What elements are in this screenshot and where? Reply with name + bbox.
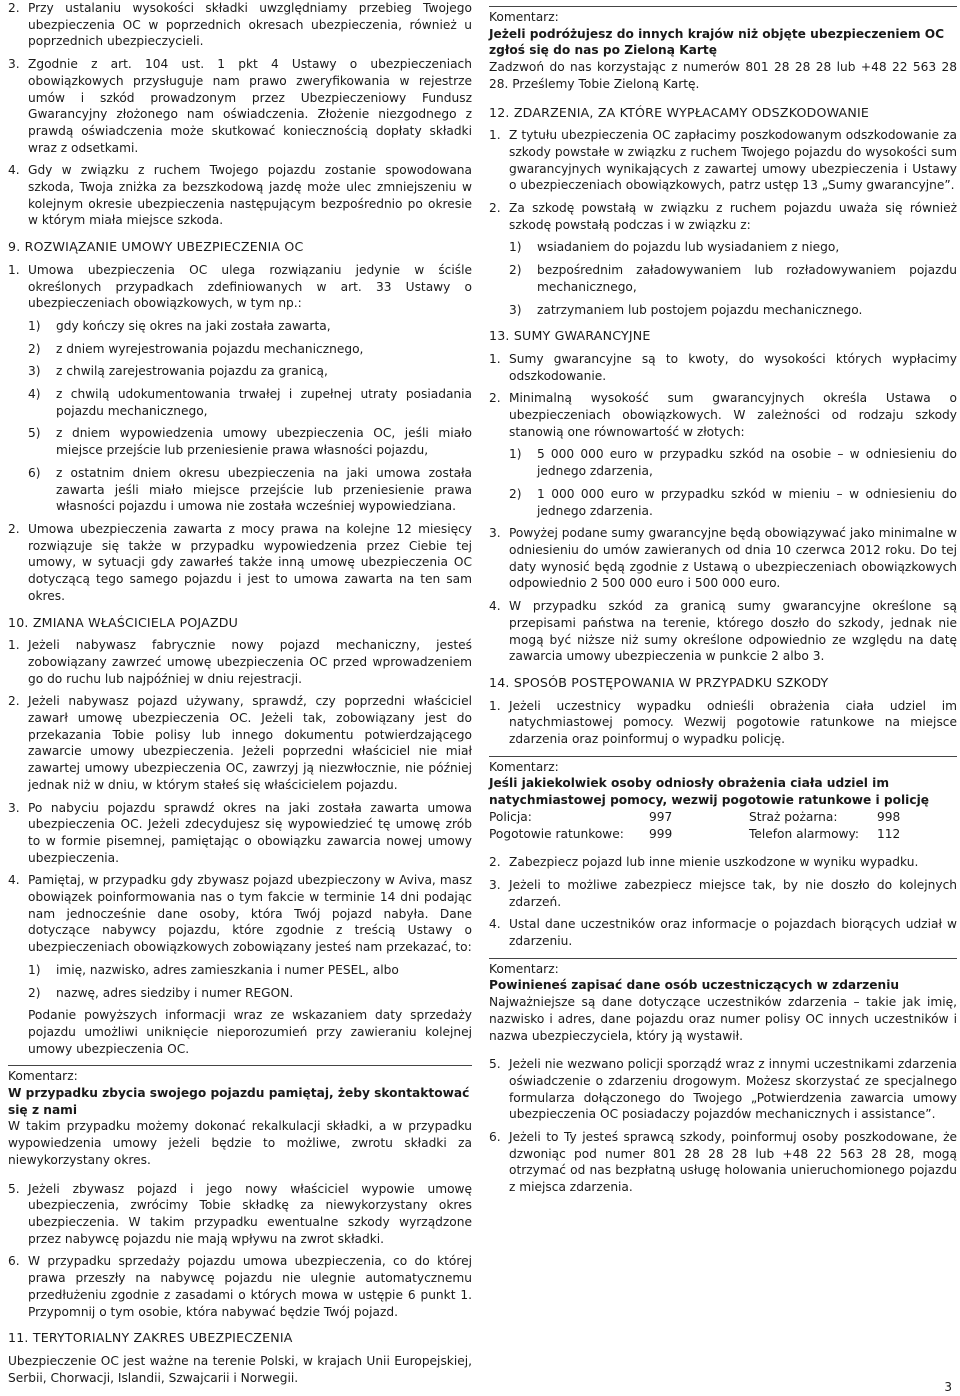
item-number: 4.: [489, 917, 501, 932]
section-heading-10: 10. ZMIANA WŁAŚCICIELA POJAZDU: [8, 614, 239, 630]
phone-label-ambulance: Pogotowie ratunkowe:: [489, 826, 624, 841]
item-text: Jeżeli to Ty jesteś sprawcą szkody, poinformuj osoby poszkodowane, że dzwoniąc pod numer 801 28 28 28 lub +48 22 563 28 28, mogą otrzymać od nas bezpłatną usługę holowania unieruchomionego pojazdu z miejsca zdarzenia.: [509, 1130, 957, 1195]
phone-number-fire: 998: [877, 809, 901, 824]
item-number: 5.: [8, 1181, 20, 1196]
item-text: Przy ustalaniu wysokości składki uwzględniamy przebieg Twojego ubezpieczenia OC w poprzednich okresach ubezpieczenia, również u poprzednich ubezpieczycieli.: [28, 1, 472, 49]
item-number: 2.: [489, 201, 501, 216]
phone-number-ambulance: 999: [649, 826, 673, 841]
sub-text: zatrzymaniem lub postojem pojazdu mechanicznego.: [537, 302, 863, 317]
sub-number: 2): [509, 263, 522, 278]
comment-box: [8, 1065, 472, 1168]
comment-title: Powinieneś zapisać dane osób uczestniczących w zdarzeniu: [489, 978, 900, 993]
page-number: 3: [944, 1380, 952, 1394]
section-heading-9: 9. ROZWIĄZANIE UMOWY UBEZPIECZENIA OC: [8, 239, 304, 255]
item-text: Jeżeli to możliwe zabezpiecz miejsce tak, by nie doszło do kolejnych zdarzeń.: [509, 877, 957, 909]
phone-table: [489, 809, 957, 842]
comment-title: W przypadku zbycia swojego pojazdu pamiętaj, żeby skontaktować się z nami: [8, 1086, 470, 1117]
sub-number: 4): [28, 387, 41, 402]
sub-text: z dniem wyrejestrowania pojazdu mechanicznego,: [56, 341, 364, 356]
right-column: [489, 0, 957, 1202]
sub-text: z dniem wypowiedzenia umowy ubezpieczenia OC, jeśli miało miejsce przejście lub przeniesienie prawa własności pojazdu,: [56, 426, 472, 458]
sub-number: 3): [509, 302, 522, 317]
item-text: Jeżeli nie wezwano policji sporządź wraz z innymi uczestnikami zdarzenia oświadczenie o zdarzeniu drogowym. Możesz skorzystać ze specjalnego formularza dołączonego do Twojego „Potwierdzenia zawarcia umowy ubezpieczenia OC posiadaczy pojazdów mechanicznych i assistance”.: [509, 1057, 957, 1122]
phone-number-alarm: 112: [877, 826, 901, 841]
item-number: 2.: [8, 694, 20, 709]
paragraph: Ubezpieczenie OC jest ważne na terenie Polski, w krajach Unii Europejskiej, Serbii, Chorwacji, Islandii, Szwajcarii i Norwegii.: [8, 1353, 472, 1385]
item-text: Minimalną wysokość sum gwarancyjnych określa Ustawa o ubezpieczeniach obowiązkowych. W zależności od rodzaju szkody stanowią one równowartość w złotych:: [509, 391, 957, 439]
sub-text: 1 000 000 euro w przypadku szkód w mieniu – w odniesieniu do jednego zdarzenia.: [537, 486, 957, 518]
phone-label-police: Policja:: [489, 809, 532, 824]
sub-number: 1): [509, 447, 522, 462]
list-item: [8, 800, 472, 867]
section-heading-11: 11. TERYTORIALNY ZAKRES UBEZPIECZENIA: [8, 1330, 293, 1346]
comment-text: Zadzwoń do nas korzystając z numerów 801 28 28 28 lub +48 22 563 28 28. Prześlemy Tobie Zieloną Kartę.: [489, 60, 957, 91]
item-number: 1.: [489, 351, 501, 366]
item-number: 2.: [8, 1, 20, 15]
sub-number: 2): [28, 341, 41, 356]
list-item: [8, 0, 472, 50]
paragraph-continuation: Podanie powyższych informacji wraz ze wskazaniem daty sprzedaży pojazdu umożliwi uniknięcie nieporozumień przy zawieraniu kolejnej umowy ubezpieczenia OC.: [28, 1008, 472, 1056]
item-number: 6.: [8, 1254, 20, 1269]
list-item: [489, 877, 957, 910]
item-text: Umowa ubezpieczenia OC ulega rozwiązaniu jedynie w ściśle określonych przypadkach zdefiniowanych w art. 33 Ustawy o ubezpieczeniach obowiązkowych, w tym np.:: [28, 262, 472, 311]
list-item: [8, 521, 472, 605]
item-text: Ustal dane uczestników oraz informacje o pojazdach biorących udział w zdarzeniu.: [509, 917, 957, 949]
phone-number-police: 997: [649, 809, 673, 824]
item-text: Powyżej podane sumy gwarancyjne będą obowiązywać jako minimalne w odniesieniu do umów zawieranych od dnia 10 czerwca 2012 roku. Do tej daty wynosić będą zgodnie z Ustawą o ubezpieczeniach obowiązkowych odpowiednio 2 500 000 euro i 500 000 euro.: [509, 526, 957, 591]
phone-label-fire: Straż pożarna:: [749, 809, 838, 824]
sub-number: 1): [28, 962, 41, 977]
item-text: Jeżeli uczestnicy wypadku odnieśli obrażenia ciała udziel im natychmiastowej pomocy. Wezwij pogotowie ratunkowe na miejsce zdarzenia oraz poinformuj o wypadku policję.: [509, 698, 957, 747]
sub-number: 3): [28, 364, 41, 379]
item-number: 3.: [8, 57, 20, 72]
list-item: [8, 262, 472, 312]
section-heading-14: 14. SPOSÓB POSTĘPOWANIA W PRZYPADKU SZKODY: [489, 674, 829, 690]
sub-item: [8, 962, 472, 979]
sub-item: [489, 239, 957, 256]
comment-label: Komentarz:: [489, 961, 559, 976]
list-item: [489, 200, 957, 233]
item-number: 3.: [8, 800, 20, 815]
item-text: Umowa ubezpieczenia zawarta z mocy prawa na kolejne 12 miesięcy rozwiązuje się także w przypadku wypowiedzenia przez Ciebie tej umowy, w sytuacji gdy zawarłeś także inną umowę ubezpieczenia OC dotyczącą tego samego pojazdu i jest to umowa zawarta na ten sam okres.: [28, 521, 472, 603]
item-text: Gdy w związku z ruchem Twojego pojazdu zostanie spowodowana szkoda, Twoja zniżka za bezszkodową jazdę może ulec zmniejszeniu w kolejnym okresie ubezpieczenia następującym bezpośrednio po okresie w którym miała miejsce szkoda.: [28, 163, 472, 228]
item-number: 1.: [489, 128, 501, 143]
sub-number: 1): [509, 240, 522, 255]
item-text: Zabezpiecz pojazd lub inne mienie uszkodzone w wyniku wypadku.: [509, 855, 919, 870]
list-item: [8, 56, 472, 156]
list-item: [489, 390, 957, 440]
list-item: [8, 693, 472, 793]
item-number: 4.: [8, 163, 20, 178]
comment-text: W takim przypadku możemy dokonać rekalkulacji składki, a w przypadku wypowiedzenia umowy jeżeli będzie to możliwe, zwrotu składki za niewykorzystany okres.: [8, 1119, 472, 1167]
section-heading-13: 13. SUMY GWARANCYJNE: [489, 328, 651, 344]
item-number: 1.: [8, 638, 20, 653]
section-heading-12: 12. ZDARZENIA, ZA KTÓRE WYPŁACAMY ODSZKODOWANIE: [489, 104, 870, 120]
sub-text: gdy kończy się okres na jaki została zawarta,: [56, 318, 331, 333]
sub-item: [489, 262, 957, 295]
sub-number: 6): [28, 465, 41, 480]
comment-text: Najważniejsze są dane dotyczące uczestników zdarzenia – takie jak imię, nazwisko i adres, dane pojazdu oraz numer polisy OC innych uczestników i nazwa ubezpieczyciela, który ją wystawił.: [489, 995, 957, 1043]
item-text: Sumy gwarancyjne są to kwoty, do wysokości których wypłacimy odszkodowanie.: [509, 351, 957, 383]
item-number: 4.: [8, 873, 20, 888]
item-text: W przypadku sprzedaży pojazdu umowa ubezpieczenia, co do której prawa przeszły na nabywcę pojazdu nie ulegnie automatycznemu przedłużeniu zgodnie z zasadami o których mowa w ustępie 6 punkt 1. Przypomnij o tym osobie, która nabywać będzie Twój pojazd.: [28, 1254, 472, 1319]
list-item: [8, 872, 472, 956]
comment-label: Komentarz:: [489, 10, 559, 24]
sub-number: 5): [28, 426, 41, 441]
sub-item: [489, 446, 957, 479]
sub-item: [8, 318, 472, 335]
comment-box-emergency-phones: [489, 756, 957, 843]
comment-label: Komentarz:: [489, 759, 559, 774]
item-number: 2.: [489, 855, 501, 870]
sub-item: [8, 425, 472, 458]
list-item: [489, 916, 957, 949]
item-text: Za szkodę powstałą w związku z ruchem pojazdu uważa się również szkodę powstałą podczas i w związku z:: [509, 201, 957, 232]
list-item: [489, 525, 957, 592]
item-text: W przypadku szkód za granicą sumy gwarancyjne określone są przepisami państwa na terenie, którego doszło do szkody, jednak nie mogą być niższe niż sumy określone odpowiednio ze względu na datę zawarcia umowy ubezpieczenia w punkcie 2 albo 3.: [509, 599, 957, 664]
sub-text: bezpośrednim załadowywaniem lub rozładowywaniem pojazdu mechanicznego,: [537, 263, 957, 294]
list-item: [489, 854, 957, 871]
comment-title: Jeśli jakiekolwiek osoby odniosły obrażenia ciała udziel im natychmiastowej pomocy, wezwij pogotowie ratunkowe i policję: [489, 776, 930, 808]
list-item: [489, 351, 957, 384]
item-text: Jeżeli nabywasz fabrycznie nowy pojazd mechaniczny, jesteś zobowiązany zawrzeć umowę ubezpieczenia OC przed wprowadzeniem go do ruchu lub najpóźniej w dniu rejestracji.: [28, 638, 472, 686]
item-number: 1.: [489, 698, 501, 713]
left-column: [8, 0, 472, 1392]
sub-item: [489, 302, 957, 319]
sub-text: z chwilą udokumentowania trwałej i zupełnej utraty posiadania pojazdu mechanicznego,: [56, 387, 472, 418]
item-number: 3.: [489, 877, 501, 892]
phone-label-alarm: Telefon alarmowy:: [749, 826, 859, 841]
sub-text: imię, nazwisko, adres zamieszkania i numer PESEL, albo: [56, 962, 399, 977]
item-text: Jeżeli nabywasz pojazd używany, sprawdź, czy poprzedni właściciel zawarł umowę ubezpieczenia OC. Jeżeli tak, zobowiązany jest do przekazania Tobie polisy lub innego dokumentu potwierdzającego zawarcie umowy ubezpieczenia. Jeżeli poprzedni właściciel nie miał zawartej umowy ubezpieczenia OC, zawrzyj ją niezwłocznie, nie później jednak niż w dniu, w którym stałeś się właścicielem pojazdu.: [28, 694, 472, 792]
sub-item: [8, 341, 472, 358]
sub-text: z chwilą zarejestrowania pojazdu za granicą,: [56, 364, 328, 379]
sub-item: [8, 465, 472, 515]
sub-text: wsiadaniem do pojazdu lub wysiadaniem z niego,: [537, 240, 840, 255]
comment-title: Jeżeli podróżujesz do innych krajów niż objęte ubezpieczeniem OC zgłoś się do nas po Zieloną Kartę: [489, 26, 945, 58]
sub-text: z ostatnim dniem okresu ubezpieczenia na jaki umowa została zawarta jeśli miało miejsce przejście lub przeniesienie prawa własności pojazdu i umowa nie została wcześniej wypowiedziana.: [56, 465, 472, 514]
item-text: Pamiętaj, w przypadku gdy zbywasz pojazd ubezpieczony w Aviva, masz obowiązek poinformowania nas o tym fakcie w terminie 14 dni podając nam jednocześnie dane osoby, która Twój pojazd nabyła. Dane dotyczące nabywcy pojazdu, które zgodnie z treścią Ustawy o ubezpieczeniach obowiązkowych zobowiązany jesteś nam przekazać, to:: [28, 873, 472, 955]
sub-number: 2): [509, 486, 522, 501]
item-number: 2.: [8, 521, 20, 536]
item-number: 3.: [489, 526, 501, 541]
sub-item: [489, 486, 957, 519]
list-item: [489, 1056, 957, 1123]
list-item: [489, 1129, 957, 1196]
list-item: [8, 162, 472, 229]
comment-label: Komentarz:: [8, 1069, 78, 1084]
list-item: [8, 637, 472, 687]
comment-box: [489, 6, 957, 93]
item-text: Zgodnie z art. 104 ust. 1 pkt 4 Ustawy o ubezpieczeniach obowiązkowych przysługuje nam prawo zweryfikowania w rejestrze umów i szkód prowadzonym przez Ubezpieczeniowy Fundusz Gwarancyjny złożonego nam oświadczenia. Złożenie niezgodnego z prawdą oświadczenia może skutkować koniecznością dopłaty składki wraz z odsetkami.: [28, 57, 472, 155]
sub-text: nazwę, adres siedziby i numer REGON.: [56, 985, 294, 1000]
list-item: [489, 598, 957, 665]
sub-number: 1): [28, 318, 41, 333]
item-text: Jeżeli zbywasz pojazd i jego nowy właściciel wypowie umowę ubezpieczenia, zwrócimy Tobie składkę za niewykorzystany okres ubezpieczenia. W takim przypadku ewentualne szkody wyrządzone przez nabywcę pojazdu nie mają wpływu na zwrot składki.: [28, 1181, 472, 1246]
list-item: [489, 127, 957, 194]
item-text: Po nabyciu pojazdu sprawdź okres na jaki została zawarta umowa ubezpieczenia OC. Jeżeli zdecydujesz się wypowiedzieć tę umowę zrób to w formie pisemnej, pamiętając o obowiązku zawarcia nowej umowy ubezpieczenia.: [28, 800, 472, 865]
comment-box: [489, 958, 957, 1045]
sub-number: 2): [28, 985, 41, 1000]
list-item: [489, 698, 957, 748]
item-number: 4.: [489, 599, 501, 614]
sub-item: [8, 363, 472, 380]
sub-item: [8, 985, 472, 1002]
item-number: 5.: [489, 1057, 501, 1072]
list-item: [8, 1253, 472, 1320]
item-number: 1.: [8, 262, 20, 277]
sub-text: 5 000 000 euro w przypadku szkód na osobie – w odniesieniu do jednego zdarzenia,: [537, 447, 957, 479]
list-item: [8, 1181, 472, 1248]
item-number: 6.: [489, 1130, 501, 1145]
item-number: 2.: [489, 391, 501, 406]
sub-item: [8, 386, 472, 419]
item-text: Z tytułu ubezpieczenia OC zapłacimy poszkodowanym odszkodowanie za szkody powstałe w związku z ruchem Twojego pojazdu do wysokości sum gwarancyjnych wynikających z zawartej umowy ubezpieczenia i Ustawy o ubezpieczeniach obowiązkowych, patrz ustęp 13 „Sumy gwarancyjne”.: [509, 128, 957, 193]
